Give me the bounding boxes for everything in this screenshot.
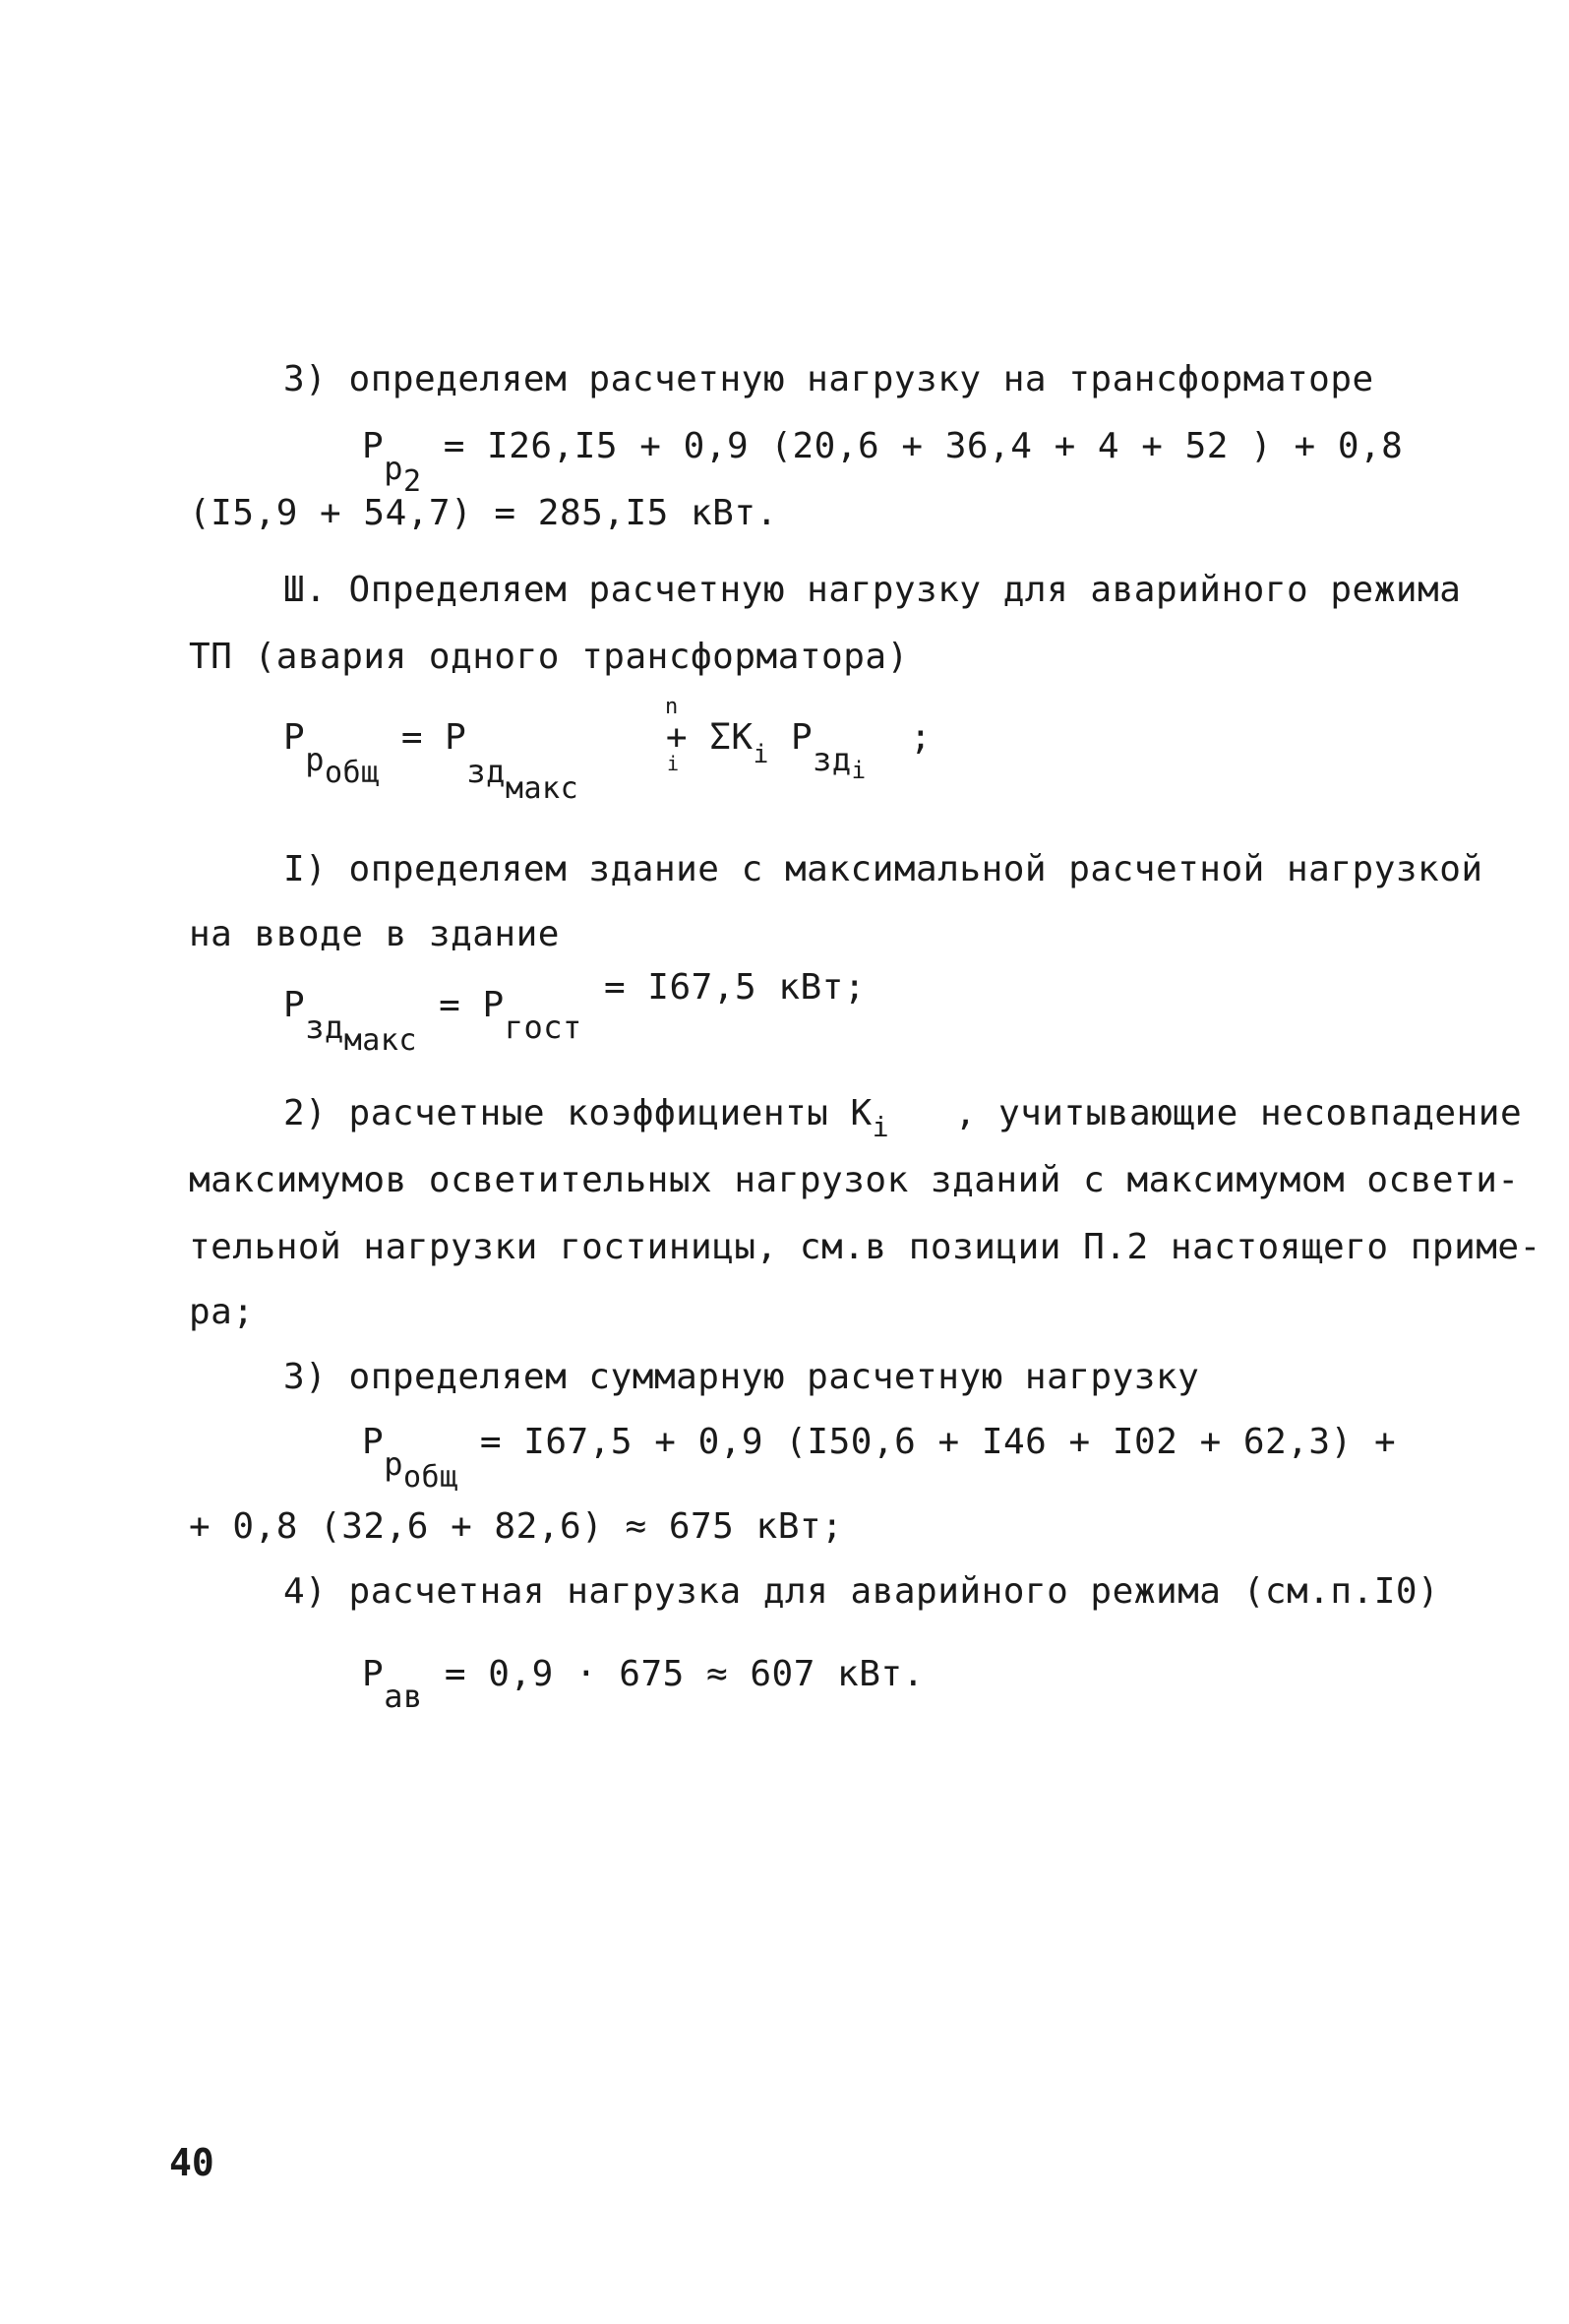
formula-pp2-symbol: P [362, 426, 385, 466]
formula-pobshch-continuation: + 0,8 (32,6 + 82,6) ≈ 675 кВт; [189, 1506, 844, 1547]
step2-line1 [283, 1092, 1523, 1143]
step2-part2: , учитывающие несовпадение [954, 1093, 1523, 1133]
section3-heading-line1: Ш. Определяем расчетную нагрузку для аварийного режима [283, 570, 1462, 610]
general-formula-sum-lower: i [667, 752, 680, 775]
general-formula-sub-p: p [305, 741, 325, 778]
formula-pzd-sub-zd: зд [305, 1009, 344, 1046]
step2-line2: максимумов осветительных нагрузок зданий с максимумом освети- [189, 1160, 1520, 1200]
formula-pobshch-rhs: = I67,5 + 0,9 (I50,6 + I46 + I02 + 62,3) + [479, 1422, 1397, 1462]
section3-heading-line2: ТП (авария одного трансформатора) [189, 637, 909, 677]
general-formula-sum-upper: n [665, 695, 679, 719]
step3-transformer-heading: 3) определяем расчетную нагрузку на трансформаторе [283, 359, 1374, 399]
step2-line4: ра; [189, 1292, 255, 1332]
step1-line1: I) определяем здание с максимальной расчетной нагрузкой [283, 849, 1483, 889]
formula-pav-sub-av: ав [384, 1678, 423, 1715]
formula-pobshch-sub-p: p [384, 1445, 403, 1483]
formula-pp2-sub-2: 2 [402, 464, 422, 499]
formula-pav-P: P [362, 1654, 385, 1694]
general-formula-semicolon: ; [909, 717, 933, 758]
step2-sub-i: i [872, 1111, 890, 1143]
general-formula-sigma: Σ [709, 717, 732, 758]
formula-pobshch-sub-obshch: общ [402, 1460, 458, 1495]
step2-part1: 2) расчетные коэффициенты K [283, 1093, 873, 1133]
formula-pp2-rhs: = I26,I5 + 0,9 (20,6 + 36,4 + 4 + 52 ) + 0,8 [443, 426, 1404, 466]
formula-pobshch [362, 1421, 1397, 1495]
formula-pzd-sub-maks: макс [343, 1023, 417, 1058]
general-formula-sub-zd2: зд [813, 741, 852, 778]
formula-pzd [283, 967, 867, 1058]
general-formula-P2: P [790, 717, 814, 758]
general-formula [283, 716, 933, 806]
general-formula-P: P [283, 717, 306, 758]
formula-pzd-sub-gost: гост [504, 1009, 582, 1046]
general-formula-sub-obshch: общ [324, 756, 380, 790]
step4-heading: 4) расчетная нагрузка для аварийного режима (см.п.I0) [283, 1571, 1440, 1612]
step1-line2: на вводе в здание [189, 914, 560, 954]
formula-pzd-eq: = P [439, 985, 505, 1025]
general-formula-sub-i: i [753, 740, 769, 769]
page-number: 40 [169, 2141, 214, 2184]
formula-pav [362, 1653, 925, 1715]
formula-pp2-continuation: (I5,9 + 54,7) = 285,I5 кВт. [189, 493, 778, 533]
formula-pp2 [362, 425, 1404, 499]
formula-pzd-P: P [283, 985, 306, 1025]
general-formula-plus: + [665, 717, 689, 758]
formula-pp2-sub-p: p [384, 450, 403, 487]
general-formula-sub-maks: макс [505, 771, 579, 806]
general-formula-sub-zd: зд [466, 753, 506, 790]
formula-pav-rhs: = 0,9 · 675 ≈ 607 кВт. [444, 1654, 925, 1694]
general-formula-sub-i2: i [851, 757, 867, 784]
formula-pzd-rhs: = I67,5 кВт; [603, 967, 867, 1008]
step2-line3: тельной нагрузки гостиницы, см.в позиции П.2 настоящего приме- [189, 1227, 1541, 1267]
formula-pobshch-P: P [362, 1422, 385, 1462]
step3-sum-heading: 3) определяем суммарную расчетную нагрузку [283, 1357, 1200, 1397]
general-formula-eq: = P [400, 717, 467, 758]
general-formula-K: K [731, 717, 754, 758]
